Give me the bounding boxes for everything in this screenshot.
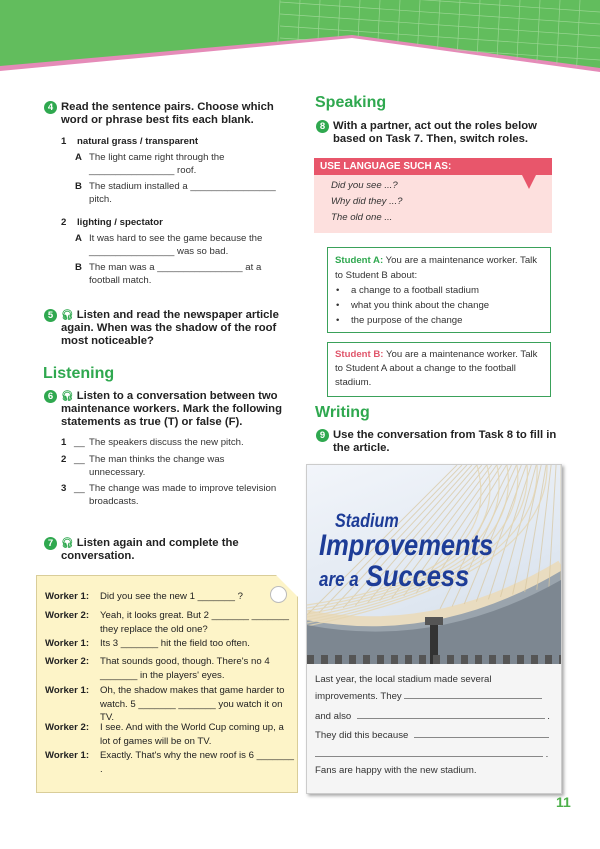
item-number: 1 <box>61 136 67 147</box>
headline: Stadium <box>335 511 399 532</box>
speaker-label: Worker 2: <box>45 610 90 621</box>
sentence-text: It was hard to see the game because the <box>89 233 263 244</box>
item-number: 2 <box>61 454 67 465</box>
useful-language-header: USE LANGUAGE SUCH AS: <box>314 158 552 175</box>
instruction-line: Listen to a conversation between two <box>76 390 278 402</box>
headline: Improvements <box>319 529 494 562</box>
student-b-role-card <box>327 342 551 397</box>
headline: Success <box>365 560 470 593</box>
role-label: Student A: <box>335 255 384 266</box>
role-text: You are a maintenance worker. Talk to Student B about: <box>335 255 538 281</box>
task-number-badge: 9 <box>316 429 329 442</box>
speaker-label: Worker 2: <box>45 722 90 733</box>
instruction-line: maintenance workers. Mark the following <box>61 403 282 415</box>
headphones-icon[interactable]: 🎧︎ <box>61 538 74 549</box>
sentence-text: ________________ was so bad. <box>89 246 229 257</box>
role-bullet: • what you think about the change <box>335 298 543 313</box>
speaker-label: Worker 1: <box>45 750 90 761</box>
instruction-line: based on Task 7. Then, switch roles. <box>333 133 529 145</box>
section-heading-listening: Listening <box>43 365 115 382</box>
dialogue-text: Yeah, it looks great. But 2 _______ _______ they replace the old one? <box>100 610 290 635</box>
instruction-line: again. When was the shadow of the roof <box>61 322 277 334</box>
role-label: Student B: <box>335 349 384 360</box>
page-number: 11 <box>556 794 571 810</box>
speaker-label: Worker 2: <box>45 656 90 667</box>
task-5-instruction <box>47 309 279 348</box>
useful-language-box <box>314 158 552 233</box>
article-text: Last year, the local stadium made several <box>315 674 492 685</box>
headphones-icon[interactable]: 🎧︎ <box>61 310 74 321</box>
statement-text: unnecessary. <box>89 467 146 478</box>
conversation-note-card <box>36 575 298 793</box>
section-heading-speaking: Speaking <box>315 94 387 111</box>
article-text: improvements. They <box>315 691 402 702</box>
newspaper-article <box>306 464 562 794</box>
sentence-text: football match. <box>89 275 152 286</box>
dialogue-text: That sounds good, though. There's no 4 _______ in the players' eyes. <box>100 656 270 681</box>
role-text: You are a maintenance worker. Talk to Student A about a change to the football stadium. <box>335 349 538 388</box>
sentence-text: The man was a ________________ at a <box>89 262 262 273</box>
task-number-badge: 7 <box>44 537 57 550</box>
instruction-line: Use the conversation from Task 8 to fill in <box>333 429 557 441</box>
answer-blank[interactable]: __ <box>74 437 85 448</box>
task-number-badge: 5 <box>44 309 57 322</box>
speech-pointer <box>522 175 536 189</box>
dialogue-text: Oh, the shadow makes that game harder to watch. 5 _______ _______ you watch it on TV. <box>100 685 285 723</box>
task-6-statements <box>61 436 296 516</box>
role-bullet: • a change to a football stadium <box>335 283 543 298</box>
dialogue-text: I see. And with the World Cup coming up, a lot of games will be on TV. <box>100 722 284 747</box>
sentence-text: The stadium installed a ________________ <box>89 181 276 192</box>
article-text: and also <box>315 711 352 722</box>
instruction-line: Listen again and complete the <box>76 537 239 549</box>
instruction-line: most noticeable? <box>61 335 154 347</box>
phrase: Did you see ...? <box>331 180 398 191</box>
task-number-badge: 8 <box>316 120 329 133</box>
statement-text: The change was made to improve television <box>89 483 277 494</box>
option-label: B <box>75 181 82 192</box>
dialogue-text: Its 3 _______ hit the field too often. <box>100 638 250 649</box>
task-4-instruction <box>47 101 274 127</box>
dialogue-text: Exactly. That's why the new roof is 6 _______ . <box>100 750 294 775</box>
write-in-line[interactable] <box>414 729 549 738</box>
statement-text: The speakers discuss the new pitch. <box>89 437 244 448</box>
punctuation: . <box>547 711 550 722</box>
item-number: 2 <box>61 217 67 228</box>
dialogue-text: Did you see the new 1 _______ ? <box>100 591 243 602</box>
task-8-instruction <box>319 120 537 146</box>
task-number-badge: 4 <box>44 101 57 114</box>
task-number-badge: 6 <box>44 390 57 403</box>
item-number: 3 <box>61 483 67 494</box>
speaker-label: Worker 1: <box>45 591 90 602</box>
task-6-instruction <box>47 390 282 429</box>
sentence-text: ________________ roof. <box>89 165 197 176</box>
instruction-line: the article. <box>333 442 390 454</box>
phrase: Why did they ...? <box>331 196 403 207</box>
answer-blank[interactable]: __ <box>74 483 85 494</box>
article-text: Fans are happy with the new stadium. <box>315 765 477 776</box>
option-label: A <box>75 152 82 163</box>
page-header-banner <box>0 0 600 80</box>
statement-text: The man thinks the change was <box>89 454 225 465</box>
write-in-line[interactable] <box>357 710 545 719</box>
section-heading-writing: Writing <box>315 404 370 421</box>
statement-text: broadcasts. <box>89 496 139 507</box>
punctuation: . <box>545 749 549 760</box>
item-title: lighting / spectator <box>77 217 163 228</box>
item-title: natural grass / transparent <box>77 136 199 147</box>
write-in-line[interactable] <box>315 748 543 757</box>
answer-blank[interactable]: __ <box>74 454 85 465</box>
role-bullet: • the purpose of the change <box>335 313 543 328</box>
speaker-label: Worker 1: <box>45 638 90 649</box>
option-label: A <box>75 233 82 244</box>
item-number: 1 <box>61 437 67 448</box>
task-7-instruction <box>47 537 239 563</box>
instruction-line: statements as true (T) or false (F). <box>61 416 243 428</box>
article-text: They did this because <box>315 730 409 741</box>
sentence-text: The light came right through the <box>89 152 225 163</box>
stadium-photo <box>307 465 561 664</box>
speaker-label: Worker 1: <box>45 685 90 696</box>
write-in-line[interactable] <box>404 690 542 699</box>
headline: are a <box>319 569 359 591</box>
option-label: B <box>75 262 82 273</box>
sentence-text: pitch. <box>89 194 112 205</box>
instruction-line: Listen and read the newspaper article <box>76 309 279 321</box>
headphones-icon[interactable]: 🎧︎ <box>61 391 74 402</box>
instruction-line: word or phrase best fits each blank. <box>61 114 254 126</box>
instruction-line: Read the sentence pairs. Choose which <box>61 101 274 113</box>
instruction-line: With a partner, act out the roles below <box>333 120 537 132</box>
instruction-line: conversation. <box>61 550 135 562</box>
student-a-role-card <box>327 247 551 333</box>
task-9-instruction <box>319 429 557 455</box>
phrase: The old one ... <box>331 212 393 223</box>
